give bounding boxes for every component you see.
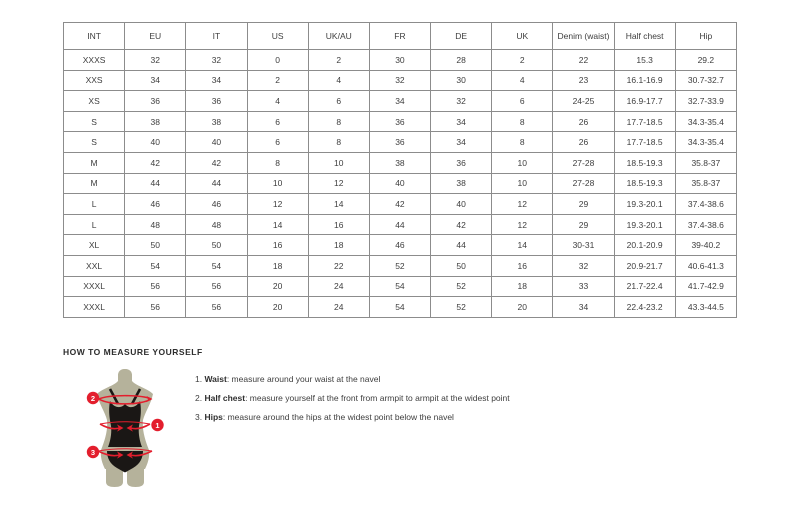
column-header: UK/AU: [308, 23, 369, 50]
size-int-cell: XL: [64, 235, 125, 256]
size-value-cell: 12: [247, 194, 308, 215]
size-value-cell: 8: [308, 111, 369, 132]
size-value-cell: 34: [125, 70, 186, 91]
size-value-cell: 18.5-19.3: [614, 173, 675, 194]
mannequin-figure: [85, 368, 165, 488]
size-value-cell: 56: [125, 297, 186, 318]
size-value-cell: 26: [553, 132, 614, 153]
size-value-cell: 32: [369, 70, 430, 91]
size-value-cell: 17.7-18.5: [614, 132, 675, 153]
size-value-cell: 44: [125, 173, 186, 194]
size-value-cell: 29.2: [675, 50, 736, 71]
size-value-cell: 17.7-18.5: [614, 111, 675, 132]
size-row: [64, 132, 737, 153]
size-value-cell: 0: [247, 50, 308, 71]
size-value-cell: 24: [308, 297, 369, 318]
step-number: 2.: [195, 393, 205, 403]
marker-waist-number: 1: [155, 420, 160, 430]
size-value-cell: 37.4-38.6: [675, 194, 736, 215]
size-chart-header-row: [64, 23, 737, 50]
size-row: [64, 235, 737, 256]
column-header: Hip: [675, 23, 736, 50]
size-int-cell: XXXL: [64, 276, 125, 297]
size-row: [64, 70, 737, 91]
column-header: EU: [125, 23, 186, 50]
size-value-cell: 4: [492, 70, 553, 91]
step-text: : measure around the hips at the widest point below the navel: [222, 412, 454, 422]
size-value-cell: 8: [308, 132, 369, 153]
measure-step: [195, 394, 510, 403]
size-value-cell: 33: [553, 276, 614, 297]
size-row: [64, 91, 737, 112]
mannequin-illustration-icon: [85, 368, 165, 488]
marker-hips-number: 3: [90, 447, 96, 457]
size-value-cell: 40.6-41.3: [675, 255, 736, 276]
measure-step: [195, 375, 510, 384]
size-value-cell: 29: [553, 214, 614, 235]
size-value-cell: 30.7-32.7: [675, 70, 736, 91]
size-value-cell: 54: [369, 276, 430, 297]
size-value-cell: 27-28: [553, 152, 614, 173]
size-value-cell: 42: [186, 152, 247, 173]
size-value-cell: 24-25: [553, 91, 614, 112]
size-value-cell: 36: [125, 91, 186, 112]
size-value-cell: 52: [431, 276, 492, 297]
size-value-cell: 50: [186, 235, 247, 256]
size-value-cell: 48: [125, 214, 186, 235]
step-text: : measure around your waist at the navel: [226, 374, 381, 384]
size-row: [64, 111, 737, 132]
size-row: [64, 214, 737, 235]
size-int-cell: XXL: [64, 255, 125, 276]
size-value-cell: 10: [492, 152, 553, 173]
column-header: Denim (waist): [553, 23, 614, 50]
step-number: 1.: [195, 374, 205, 384]
step-label: Waist: [204, 374, 227, 384]
size-value-cell: 36: [369, 111, 430, 132]
size-value-cell: 48: [186, 214, 247, 235]
size-int-cell: S: [64, 132, 125, 153]
size-value-cell: 15.3: [614, 50, 675, 71]
size-row: [64, 173, 737, 194]
size-value-cell: 34: [431, 111, 492, 132]
size-value-cell: 32: [125, 50, 186, 71]
measure-content-row: [63, 368, 743, 488]
size-value-cell: 14: [247, 214, 308, 235]
size-value-cell: 54: [186, 255, 247, 276]
size-value-cell: 44: [431, 235, 492, 256]
size-value-cell: 6: [492, 91, 553, 112]
size-value-cell: 38: [369, 152, 430, 173]
column-header: DE: [431, 23, 492, 50]
size-value-cell: 19.3-20.1: [614, 214, 675, 235]
column-header: INT: [64, 23, 125, 50]
size-value-cell: 35.8-37: [675, 173, 736, 194]
size-value-cell: 12: [308, 173, 369, 194]
size-value-cell: 10: [247, 173, 308, 194]
size-value-cell: 2: [308, 50, 369, 71]
size-value-cell: 41.7-42.9: [675, 276, 736, 297]
size-value-cell: 40: [431, 194, 492, 215]
step-text: : measure yourself at the front from armpit to armpit at the widest point: [245, 393, 510, 403]
size-value-cell: 32.7-33.9: [675, 91, 736, 112]
size-value-cell: 18.5-19.3: [614, 152, 675, 173]
size-value-cell: 21.7-22.4: [614, 276, 675, 297]
size-value-cell: 30: [369, 50, 430, 71]
size-value-cell: 16: [492, 255, 553, 276]
size-value-cell: 20: [247, 297, 308, 318]
size-value-cell: 34: [431, 132, 492, 153]
how-to-measure-title: HOW TO MEASURE YOURSELF: [63, 347, 203, 357]
size-value-cell: 22: [553, 50, 614, 71]
size-value-cell: 44: [369, 214, 430, 235]
size-value-cell: 14: [492, 235, 553, 256]
size-value-cell: 2: [492, 50, 553, 71]
size-value-cell: 8: [247, 152, 308, 173]
size-value-cell: 6: [308, 91, 369, 112]
size-value-cell: 52: [431, 297, 492, 318]
size-value-cell: 42: [369, 194, 430, 215]
size-value-cell: 12: [492, 214, 553, 235]
size-value-cell: 16: [247, 235, 308, 256]
size-value-cell: 36: [369, 132, 430, 153]
size-value-cell: 2: [247, 70, 308, 91]
size-value-cell: 26: [553, 111, 614, 132]
size-int-cell: M: [64, 152, 125, 173]
size-value-cell: 32: [186, 50, 247, 71]
size-int-cell: L: [64, 194, 125, 215]
measure-step: [195, 413, 510, 422]
how-to-measure-section: [63, 347, 743, 488]
column-header: UK: [492, 23, 553, 50]
size-value-cell: 46: [369, 235, 430, 256]
size-value-cell: 38: [125, 111, 186, 132]
size-value-cell: 40: [125, 132, 186, 153]
size-value-cell: 18: [492, 276, 553, 297]
size-value-cell: 34: [553, 297, 614, 318]
size-value-cell: 46: [186, 194, 247, 215]
column-header: US: [247, 23, 308, 50]
column-header: FR: [369, 23, 430, 50]
size-value-cell: 54: [125, 255, 186, 276]
size-value-cell: 32: [431, 91, 492, 112]
size-value-cell: 52: [369, 255, 430, 276]
column-header: IT: [186, 23, 247, 50]
step-label: Half chest: [204, 393, 246, 403]
size-value-cell: 22: [308, 255, 369, 276]
size-value-cell: 6: [247, 132, 308, 153]
size-chart-body: [64, 50, 737, 318]
size-value-cell: 23: [553, 70, 614, 91]
size-value-cell: 32: [553, 255, 614, 276]
size-value-cell: 56: [125, 276, 186, 297]
size-value-cell: 28: [431, 50, 492, 71]
size-chart-table: [63, 22, 737, 318]
size-value-cell: 40: [186, 132, 247, 153]
size-value-cell: 22.4-23.2: [614, 297, 675, 318]
size-value-cell: 56: [186, 297, 247, 318]
step-label: Hips: [204, 412, 223, 422]
size-value-cell: 44: [186, 173, 247, 194]
size-value-cell: 56: [186, 276, 247, 297]
size-int-cell: XS: [64, 91, 125, 112]
size-value-cell: 30: [431, 70, 492, 91]
size-value-cell: 39-40.2: [675, 235, 736, 256]
size-int-cell: XXS: [64, 70, 125, 91]
size-value-cell: 36: [431, 152, 492, 173]
size-value-cell: 16: [308, 214, 369, 235]
size-value-cell: 38: [431, 173, 492, 194]
size-value-cell: 10: [308, 152, 369, 173]
size-row: [64, 50, 737, 71]
size-value-cell: 34.3-35.4: [675, 111, 736, 132]
size-value-cell: 18: [247, 255, 308, 276]
column-header: Half chest: [614, 23, 675, 50]
size-value-cell: 16.1-16.9: [614, 70, 675, 91]
size-int-cell: XXXS: [64, 50, 125, 71]
size-row: [64, 297, 737, 318]
size-row: [64, 276, 737, 297]
size-value-cell: 16.9-17.7: [614, 91, 675, 112]
size-int-cell: M: [64, 173, 125, 194]
size-value-cell: 50: [431, 255, 492, 276]
size-value-cell: 34.3-35.4: [675, 132, 736, 153]
size-value-cell: 10: [492, 173, 553, 194]
size-row: [64, 255, 737, 276]
size-value-cell: 34: [186, 70, 247, 91]
size-value-cell: 43.3-44.5: [675, 297, 736, 318]
size-value-cell: 20: [247, 276, 308, 297]
size-value-cell: 42: [125, 152, 186, 173]
size-value-cell: 35.8-37: [675, 152, 736, 173]
size-value-cell: 42: [431, 214, 492, 235]
size-value-cell: 36: [186, 91, 247, 112]
size-value-cell: 34: [369, 91, 430, 112]
size-int-cell: S: [64, 111, 125, 132]
measure-steps-list: [195, 375, 510, 432]
size-value-cell: 20.1-20.9: [614, 235, 675, 256]
size-value-cell: 40: [369, 173, 430, 194]
size-value-cell: 4: [308, 70, 369, 91]
size-value-cell: 27-28: [553, 173, 614, 194]
step-number: 3.: [195, 412, 205, 422]
size-value-cell: 19.3-20.1: [614, 194, 675, 215]
size-value-cell: 6: [247, 111, 308, 132]
size-value-cell: 20: [492, 297, 553, 318]
size-value-cell: 18: [308, 235, 369, 256]
size-int-cell: XXXL: [64, 297, 125, 318]
size-row: [64, 152, 737, 173]
size-int-cell: L: [64, 214, 125, 235]
size-value-cell: 46: [125, 194, 186, 215]
size-value-cell: 38: [186, 111, 247, 132]
size-value-cell: 8: [492, 111, 553, 132]
size-value-cell: 20.9-21.7: [614, 255, 675, 276]
size-value-cell: 30-31: [553, 235, 614, 256]
size-value-cell: 37.4-38.6: [675, 214, 736, 235]
marker-half-chest-number: 2: [90, 393, 96, 403]
size-row: [64, 194, 737, 215]
size-chart-header: [64, 23, 737, 50]
size-value-cell: 54: [369, 297, 430, 318]
size-value-cell: 29: [553, 194, 614, 215]
size-value-cell: 14: [308, 194, 369, 215]
size-value-cell: 12: [492, 194, 553, 215]
size-value-cell: 24: [308, 276, 369, 297]
size-value-cell: 8: [492, 132, 553, 153]
size-value-cell: 4: [247, 91, 308, 112]
size-value-cell: 50: [125, 235, 186, 256]
